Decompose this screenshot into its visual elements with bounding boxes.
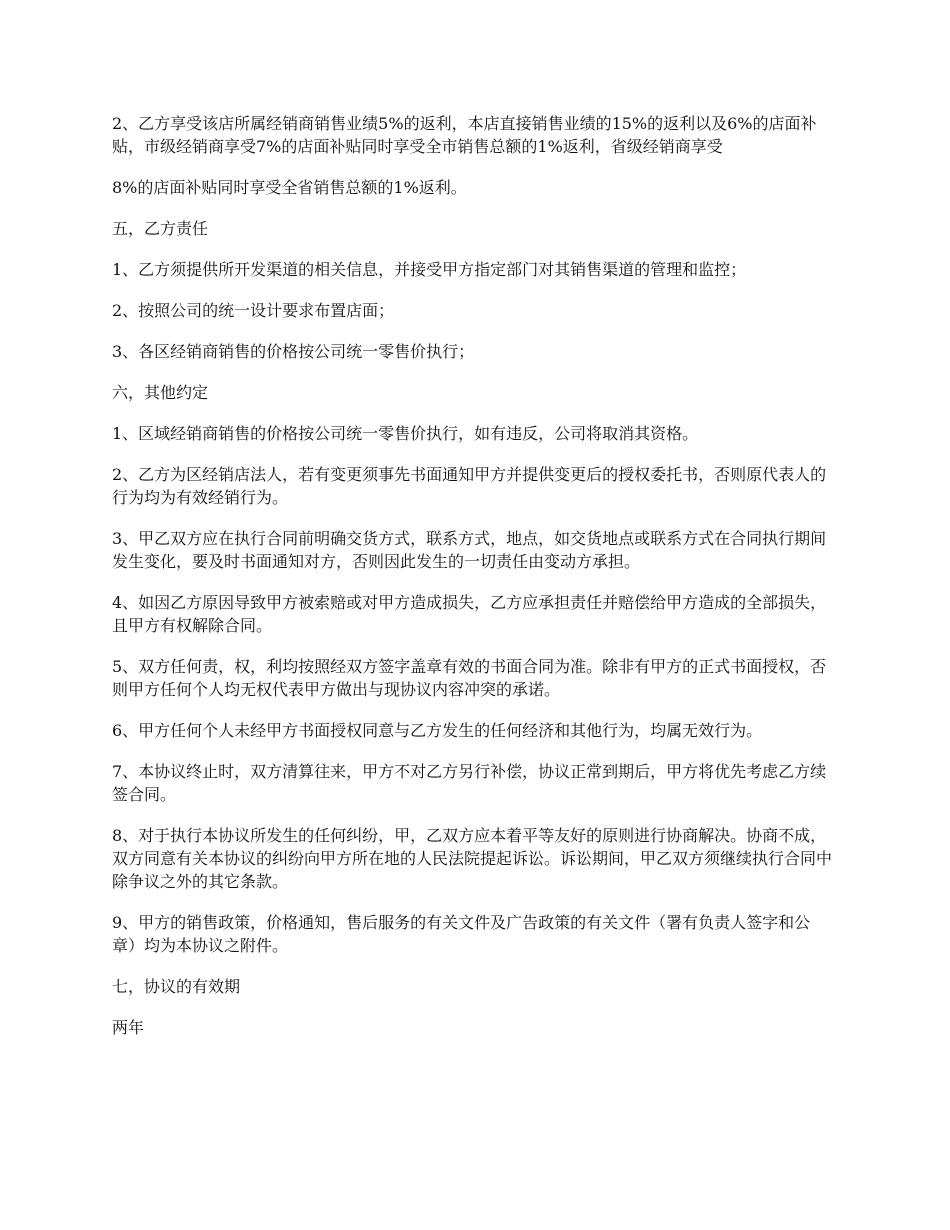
clause-rebate-2: 2、乙方享受该店所属经销商销售业绩5%的返利，本店直接销售业绩的15%的返利以及6%的店面补贴，市级经销商享受7%的店面补贴同时享受全市销售总额的1%返利，省级经销商享受 — [112, 114, 817, 156]
document-body — [112, 112, 834, 1057]
section-heading-validity: 七，协议的有效期 — [112, 977, 241, 996]
duty-item-3: 3、各区经销商销售的价格按公司统一零售价执行； — [112, 342, 475, 361]
other-term-4: 4、如因乙方原因导致甲方被索赔或对甲方造成损失，乙方应承担责任并赔偿给甲方造成的全部损失，且甲方有权解除合同。 — [112, 593, 827, 635]
other-term-3: 3、甲乙双方应在执行合同前明确交货方式，联系方式，地点，如交货地点或联系方式在合同执行期间发生变化，要及时书面通知对方，否则因此发生的一切责任由变动方承担。 — [112, 529, 827, 571]
validity-period: 两年 — [112, 1018, 145, 1037]
other-term-5: 5、双方任何责，权，利均按照经双方签字盖章有效的书面合同为准。除非有甲方的正式书面授权，否则甲方任何个人均无权代表甲方做出与现协议内容冲突的承诺。 — [112, 657, 827, 699]
duty-item-2: 2、按照公司的统一设计要求布置店面； — [112, 301, 395, 320]
other-term-7: 7、本协议终止时，双方清算往来，甲方不对乙方另行补偿，协议正常到期后，甲方将优先考虑乙方续签合同。 — [112, 762, 827, 804]
clause-rebate-2-continued: 8%的店面补贴同时享受全省销售总额的1%返利。 — [112, 178, 467, 197]
other-term-6: 6、甲方任何个人未经甲方书面授权同意与乙方发生的任何经济和其他行为，均属无效行为。 — [112, 721, 763, 740]
duty-item-1: 1、乙方须提供所开发渠道的相关信息，并接受甲方指定部门对其销售渠道的管理和监控； — [112, 260, 747, 279]
section-heading-other-terms: 六，其他约定 — [112, 383, 209, 402]
other-term-2: 2、乙方为区经销店法人，若有变更须事先书面通知甲方并提供变更后的授权委托书，否则原代表人的行为均为有效经销行为。 — [112, 465, 827, 507]
other-term-9: 9、甲方的销售政策，价格通知，售后服务的有关文件及广告政策的有关文件（署有负责人签字和公章）均为本协议之附件。 — [112, 913, 811, 955]
other-term-1: 1、区域经销商销售的价格按公司统一零售价执行，如有违反，公司将取消其资格。 — [112, 424, 699, 443]
other-term-8: 8、对于执行本协议所发生的任何纠纷，甲，乙双方应本着平等友好的原则进行协商解决。协商不成，双方同意有关本协议的纠纷向甲方所在地的人民法院提起诉讼。诉讼期间，甲乙双方须继续执行合同中除争议之外的其它条款。 — [112, 826, 833, 891]
section-heading-party-b-duties: 五，乙方责任 — [112, 219, 209, 238]
